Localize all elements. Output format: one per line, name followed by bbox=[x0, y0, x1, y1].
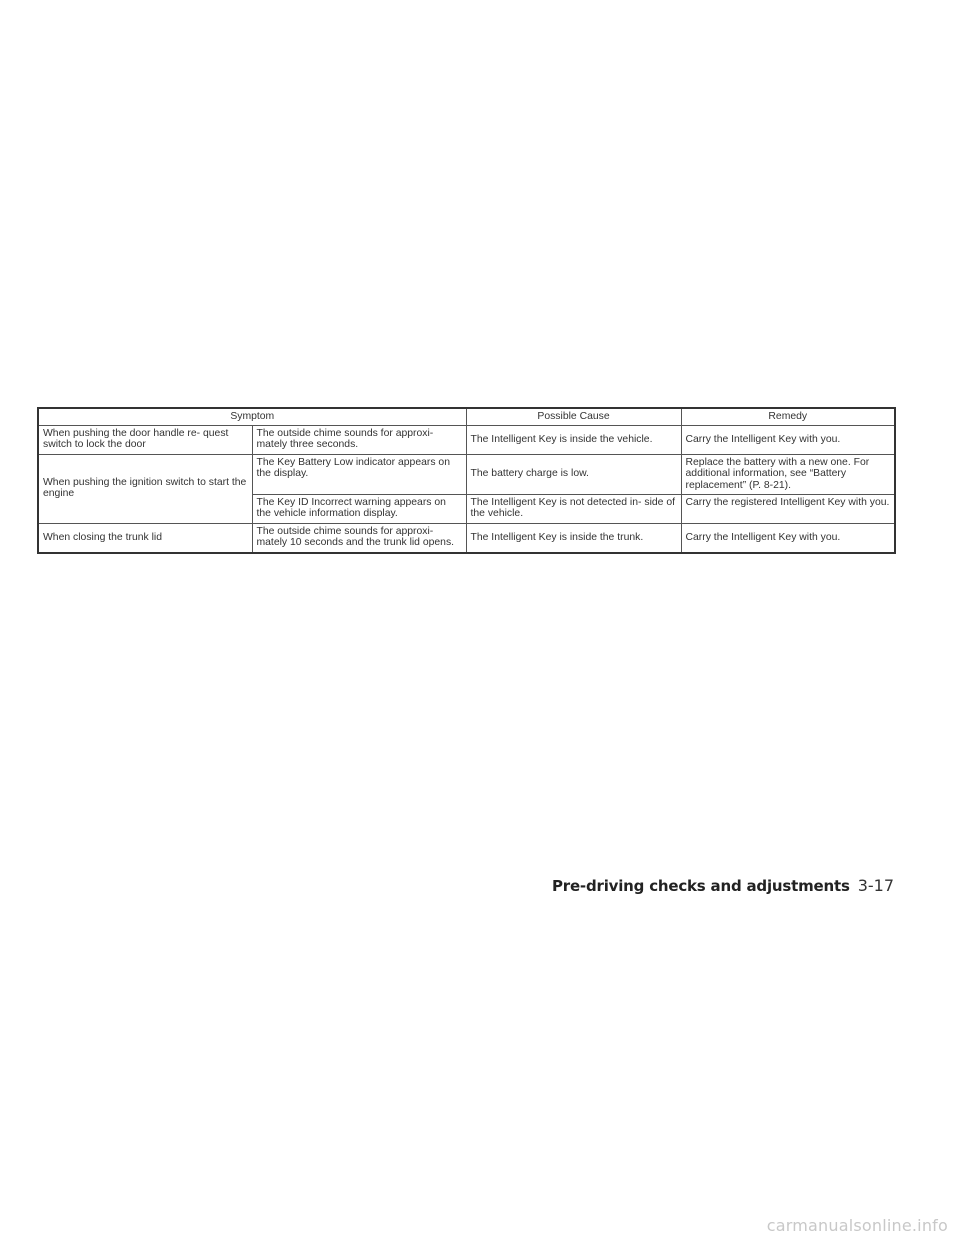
section-title: Pre-driving checks and adjustments bbox=[551, 877, 850, 895]
symptom-cell: When pushing the door handle re- quest switch to lock the door bbox=[38, 426, 252, 455]
watermark: carmanualsonline.info bbox=[766, 1216, 948, 1235]
page-number: 3-17 bbox=[857, 876, 894, 895]
remedy-cell: Carry the Intelligent Key with you. bbox=[681, 426, 895, 455]
header-remedy: Remedy bbox=[681, 408, 895, 426]
remedy-cell: Replace the battery with a new one. For additional information, see “Battery replacement” (P. 8-21). bbox=[681, 454, 895, 494]
remedy-cell: Carry the registered Intelligent Key with you. bbox=[681, 495, 895, 524]
condition-cell: The Key Battery Low indicator appears on the display. bbox=[252, 454, 466, 494]
symptom-cell: When closing the trunk lid bbox=[38, 523, 252, 552]
troubleshooting-table bbox=[37, 407, 896, 554]
cause-cell: The battery charge is low. bbox=[466, 454, 681, 494]
remedy-cell: Carry the Intelligent Key with you. bbox=[681, 523, 895, 552]
header-symptom: Symptom bbox=[38, 408, 466, 426]
condition-cell: The outside chime sounds for approxi- mately 10 seconds and the trunk lid opens. bbox=[252, 523, 466, 552]
page-footer bbox=[552, 876, 894, 895]
header-possible-cause: Possible Cause bbox=[466, 408, 681, 426]
cause-cell: The Intelligent Key is inside the trunk. bbox=[466, 523, 681, 552]
table-row bbox=[38, 454, 895, 494]
table-row bbox=[38, 426, 895, 455]
cause-cell: The Intelligent Key is not detected in- side of the vehicle. bbox=[466, 495, 681, 524]
table-header-row bbox=[38, 408, 895, 426]
symptom-cell: When pushing the ignition switch to start the engine bbox=[38, 454, 252, 523]
condition-cell: The Key ID Incorrect warning appears on the vehicle information display. bbox=[252, 495, 466, 524]
cause-cell: The Intelligent Key is inside the vehicle. bbox=[466, 426, 681, 455]
table-row bbox=[38, 523, 895, 552]
condition-cell: The outside chime sounds for approxi- mately three seconds. bbox=[252, 426, 466, 455]
